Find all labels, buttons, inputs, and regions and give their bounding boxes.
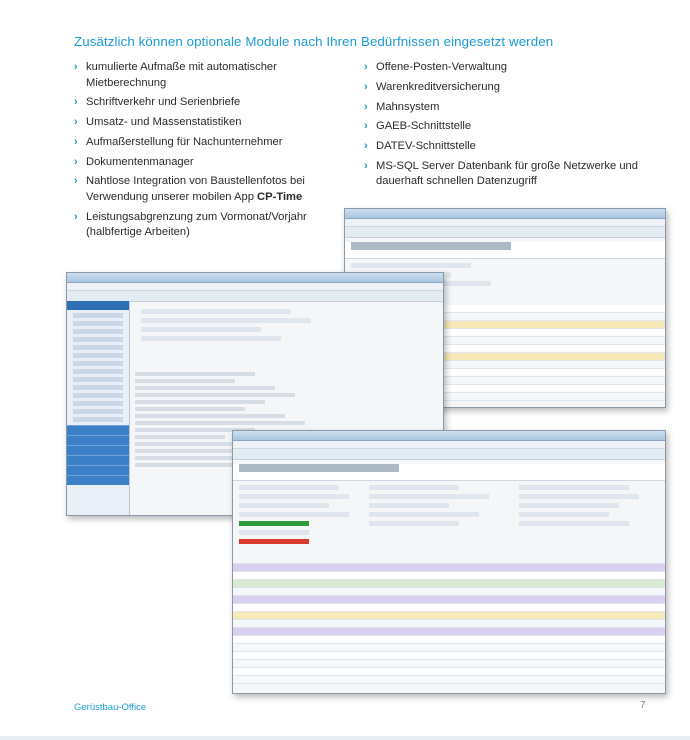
- chevron-right-icon: ›: [74, 135, 78, 148]
- chevron-right-icon: ›: [74, 155, 78, 168]
- feature-item: › MS-SQL Server Datenbank für große Netzwerke und dauerhaft schnellen Datenzugriff: [364, 159, 638, 188]
- chevron-right-icon: ›: [364, 140, 368, 153]
- feature-item: › Aufmaßerstellung für Nachunternehmer: [74, 135, 344, 151]
- chevron-right-icon: ›: [74, 116, 78, 129]
- function-list: [513, 481, 653, 548]
- chevron-right-icon: ›: [74, 61, 78, 73]
- feature-item: › kumulierte Aufmaße mit automatischer Mietberechnung: [74, 61, 277, 89]
- chevron-right-icon: ›: [364, 80, 368, 93]
- summary-form: [363, 481, 513, 548]
- page-number: 7: [640, 700, 646, 711]
- form-area: [135, 305, 335, 345]
- position-table: [233, 556, 665, 684]
- chevron-right-icon: ›: [74, 175, 78, 188]
- window-toolbar: [345, 227, 665, 238]
- feature-item: › Offene-Posten-Verwaltung: [364, 60, 664, 76]
- feature-item: › Umsatz- und Massenstatistiken: [74, 115, 344, 131]
- chevron-right-icon: ›: [74, 96, 78, 109]
- feature-item: › Nahtlose Integration von Baustellenfotos bei Verwendung unserer mobilen App CP-Time: [74, 175, 305, 203]
- feature-item: › DATEV-Schnittstelle: [364, 139, 664, 155]
- feature-item: › Leistungsabgrenzung zum Vormonat/Vorjahr (halbfertige Arbeiten): [74, 210, 307, 239]
- feature-item: › Dokumentenmanager: [74, 155, 344, 171]
- feature-item: › Schriftverkehr und Serienbriefe: [74, 95, 344, 111]
- footer-label: Gerüstbau-Office: [74, 702, 147, 713]
- window-menubar: [233, 441, 665, 449]
- chevron-right-icon: ›: [74, 210, 78, 223]
- section-heading: Zusätzlich können optionale Module nach Ihren Bedürfnissen eingesetzt werden: [74, 34, 554, 49]
- address-form: [233, 481, 363, 548]
- window-menubar: [67, 283, 443, 291]
- feature-item: › Mahnsystem: [364, 100, 664, 116]
- chevron-right-icon: ›: [364, 120, 368, 133]
- window-titlebar: [345, 209, 665, 219]
- chevron-right-icon: ›: [364, 159, 368, 172]
- feature-item: › GAEB-Schnittstelle: [364, 119, 664, 135]
- feature-list-right: [364, 60, 664, 194]
- navigation-sidebar: [67, 301, 130, 515]
- page-bottom-edge: [0, 736, 690, 740]
- chevron-right-icon: ›: [364, 61, 368, 73]
- window-toolbar: [233, 449, 665, 460]
- window-titlebar: [233, 431, 665, 441]
- feature-item: › Warenkreditversicherung: [364, 80, 664, 96]
- software-screenshot-3: [232, 430, 666, 694]
- app-name: CP-Time: [257, 190, 303, 203]
- window-header: [345, 242, 665, 259]
- feature-list-left: [74, 60, 344, 245]
- chevron-right-icon: ›: [364, 100, 368, 113]
- window-menubar: [345, 219, 665, 227]
- window-titlebar: [67, 273, 443, 283]
- window-header: [233, 464, 665, 481]
